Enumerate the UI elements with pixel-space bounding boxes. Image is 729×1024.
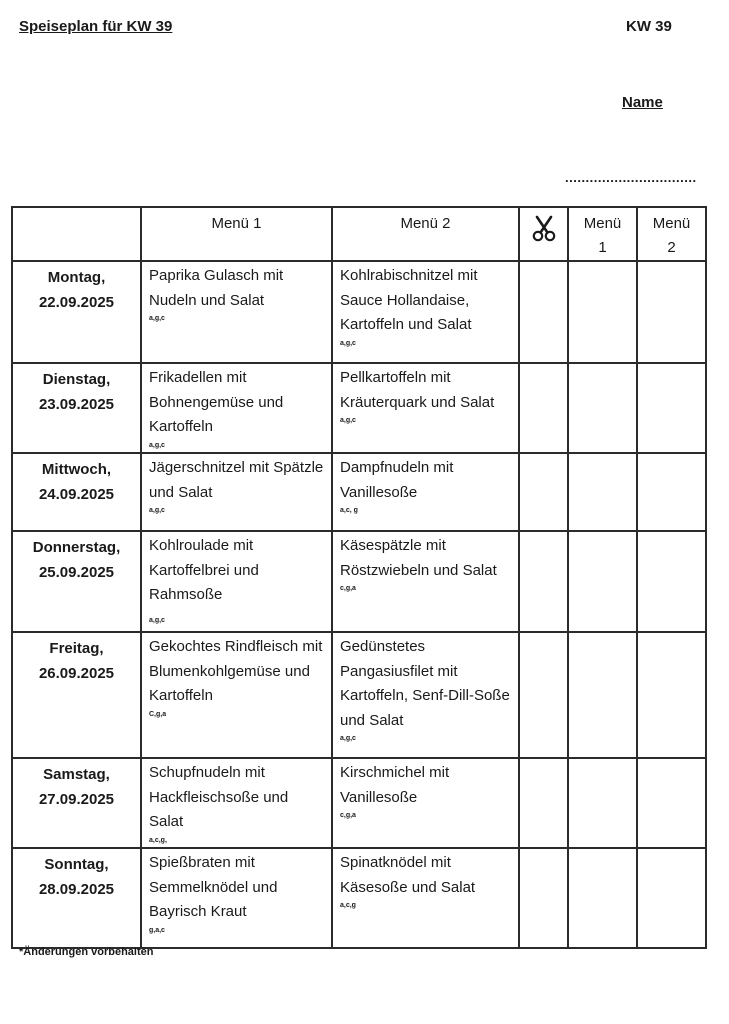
table-row	[12, 758, 706, 848]
header-row	[12, 207, 706, 261]
allergen-codes: a,c,g,	[149, 836, 167, 844]
cutout-cell	[519, 632, 568, 758]
cutout-cell	[519, 363, 568, 453]
name-label: Name	[622, 94, 663, 111]
order-menu2-checkbox[interactable]	[637, 531, 706, 632]
day-cell: Sonntag, 28.09.2025	[12, 848, 141, 948]
menu1-cell: Spießbraten mit Semmelknödel und Bayrisch Kraut g,a,c	[141, 848, 332, 948]
allergen-codes: a,g,c	[149, 507, 165, 514]
allergen-codes: a,g,c	[340, 735, 356, 742]
order-menu1-checkbox[interactable]	[568, 531, 637, 632]
order-menu2-checkbox[interactable]	[637, 453, 706, 531]
meal-plan-table	[11, 206, 707, 949]
order-menu1-checkbox[interactable]	[568, 632, 637, 758]
order-menu1-checkbox[interactable]	[568, 363, 637, 453]
menu2-cell: Dampfnudeln mit Vanillesoße a,c, g	[332, 453, 519, 531]
table-row	[12, 848, 706, 948]
day-cell: Donnerstag, 25.09.2025	[12, 531, 141, 632]
page-title: Speiseplan für KW 39	[19, 18, 173, 35]
header-order-menu1: Menü 1	[568, 207, 637, 261]
allergen-codes: a,g,c	[149, 616, 165, 624]
header-menu1: Menü 1	[141, 207, 332, 261]
header-cutout	[519, 207, 568, 261]
allergen-codes: a,g,c	[340, 417, 356, 424]
menu1-cell: Schupfnudeln mit Hackfleischsoße und Salat a,c,g,	[141, 758, 332, 848]
order-menu1-checkbox[interactable]	[568, 758, 637, 848]
allergen-codes: a,g,c	[340, 339, 356, 347]
menu1-cell: Jägerschnitzel mit Spätzle und Salat a,g,c	[141, 453, 332, 531]
menu2-cell: Kirschmichel mit Vanillesoße c,g,a	[332, 758, 519, 848]
table-row	[12, 261, 706, 363]
allergen-codes: a,c,g	[340, 902, 356, 909]
menu2-cell: Käsespätzle mit Röstzwiebeln und Salat c,g,a	[332, 531, 519, 632]
cutout-cell	[519, 758, 568, 848]
header-menu2: Menü 2	[332, 207, 519, 261]
header-order-menu2: Menü 2	[637, 207, 706, 261]
day-cell: Montag, 22.09.2025	[12, 261, 141, 363]
cutout-cell	[519, 531, 568, 632]
order-menu2-checkbox[interactable]	[637, 848, 706, 948]
order-menu2-checkbox[interactable]	[637, 632, 706, 758]
cutout-cell	[519, 453, 568, 531]
day-cell: Freitag, 26.09.2025	[12, 632, 141, 758]
scissors-icon	[530, 214, 558, 244]
menu2-cell: Spinatknödel mit Käsesoße und Salat a,c,g	[332, 848, 519, 948]
footnote: *Änderungen vorbehalten	[19, 946, 154, 958]
allergen-codes: c,g,a	[340, 585, 356, 592]
name-line[interactable]: ................................	[565, 170, 697, 185]
header-empty-cell	[12, 207, 141, 261]
menu2-cell: Pellkartoffeln mit Kräuterquark und Salat a,g,c	[332, 363, 519, 453]
cutout-cell	[519, 848, 568, 948]
day-cell: Samstag, 27.09.2025	[12, 758, 141, 848]
menu1-cell: Paprika Gulasch mit Nudeln und Salat a,g,c	[141, 261, 332, 363]
allergen-codes: g,a,c	[149, 926, 165, 934]
day-cell: Mittwoch, 24.09.2025	[12, 453, 141, 531]
order-menu1-checkbox[interactable]	[568, 261, 637, 363]
order-menu1-checkbox[interactable]	[568, 848, 637, 948]
order-menu1-checkbox[interactable]	[568, 453, 637, 531]
allergen-codes: a,g,c	[149, 315, 165, 322]
order-menu2-checkbox[interactable]	[637, 261, 706, 363]
week-label: KW 39	[626, 18, 672, 35]
order-menu2-checkbox[interactable]	[637, 758, 706, 848]
table-row	[12, 632, 706, 758]
day-cell: Dienstag, 23.09.2025	[12, 363, 141, 453]
allergen-codes: c,g,a	[340, 812, 356, 819]
allergen-codes: C,g,a	[149, 710, 167, 718]
allergen-codes: a,c, g	[340, 507, 358, 514]
table-row	[12, 363, 706, 453]
menu1-cell: Frikadellen mit Bohnengemüse und Kartoffeln a,g,c	[141, 363, 332, 453]
menu2-cell: Kohlrabischnitzel mit Sauce Hollandaise, Kartoffeln und Salat a,g,c	[332, 261, 519, 363]
menu1-cell: Gekochtes Rindfleisch mit Blumenkohlgemüse und Kartoffeln C,g,a	[141, 632, 332, 758]
cutout-cell	[519, 261, 568, 363]
menu2-cell: Gedünstetes Pangasiusfilet mit Kartoffeln, Senf-Dill-Soße und Salat a,g,c	[332, 632, 519, 758]
allergen-codes: a,g,c	[149, 441, 165, 449]
table-row	[12, 531, 706, 632]
menu1-cell: Kohlroulade mit Kartoffelbrei und Rahmsoße a,g,c	[141, 531, 332, 632]
order-menu2-checkbox[interactable]	[637, 363, 706, 453]
table-row	[12, 453, 706, 531]
